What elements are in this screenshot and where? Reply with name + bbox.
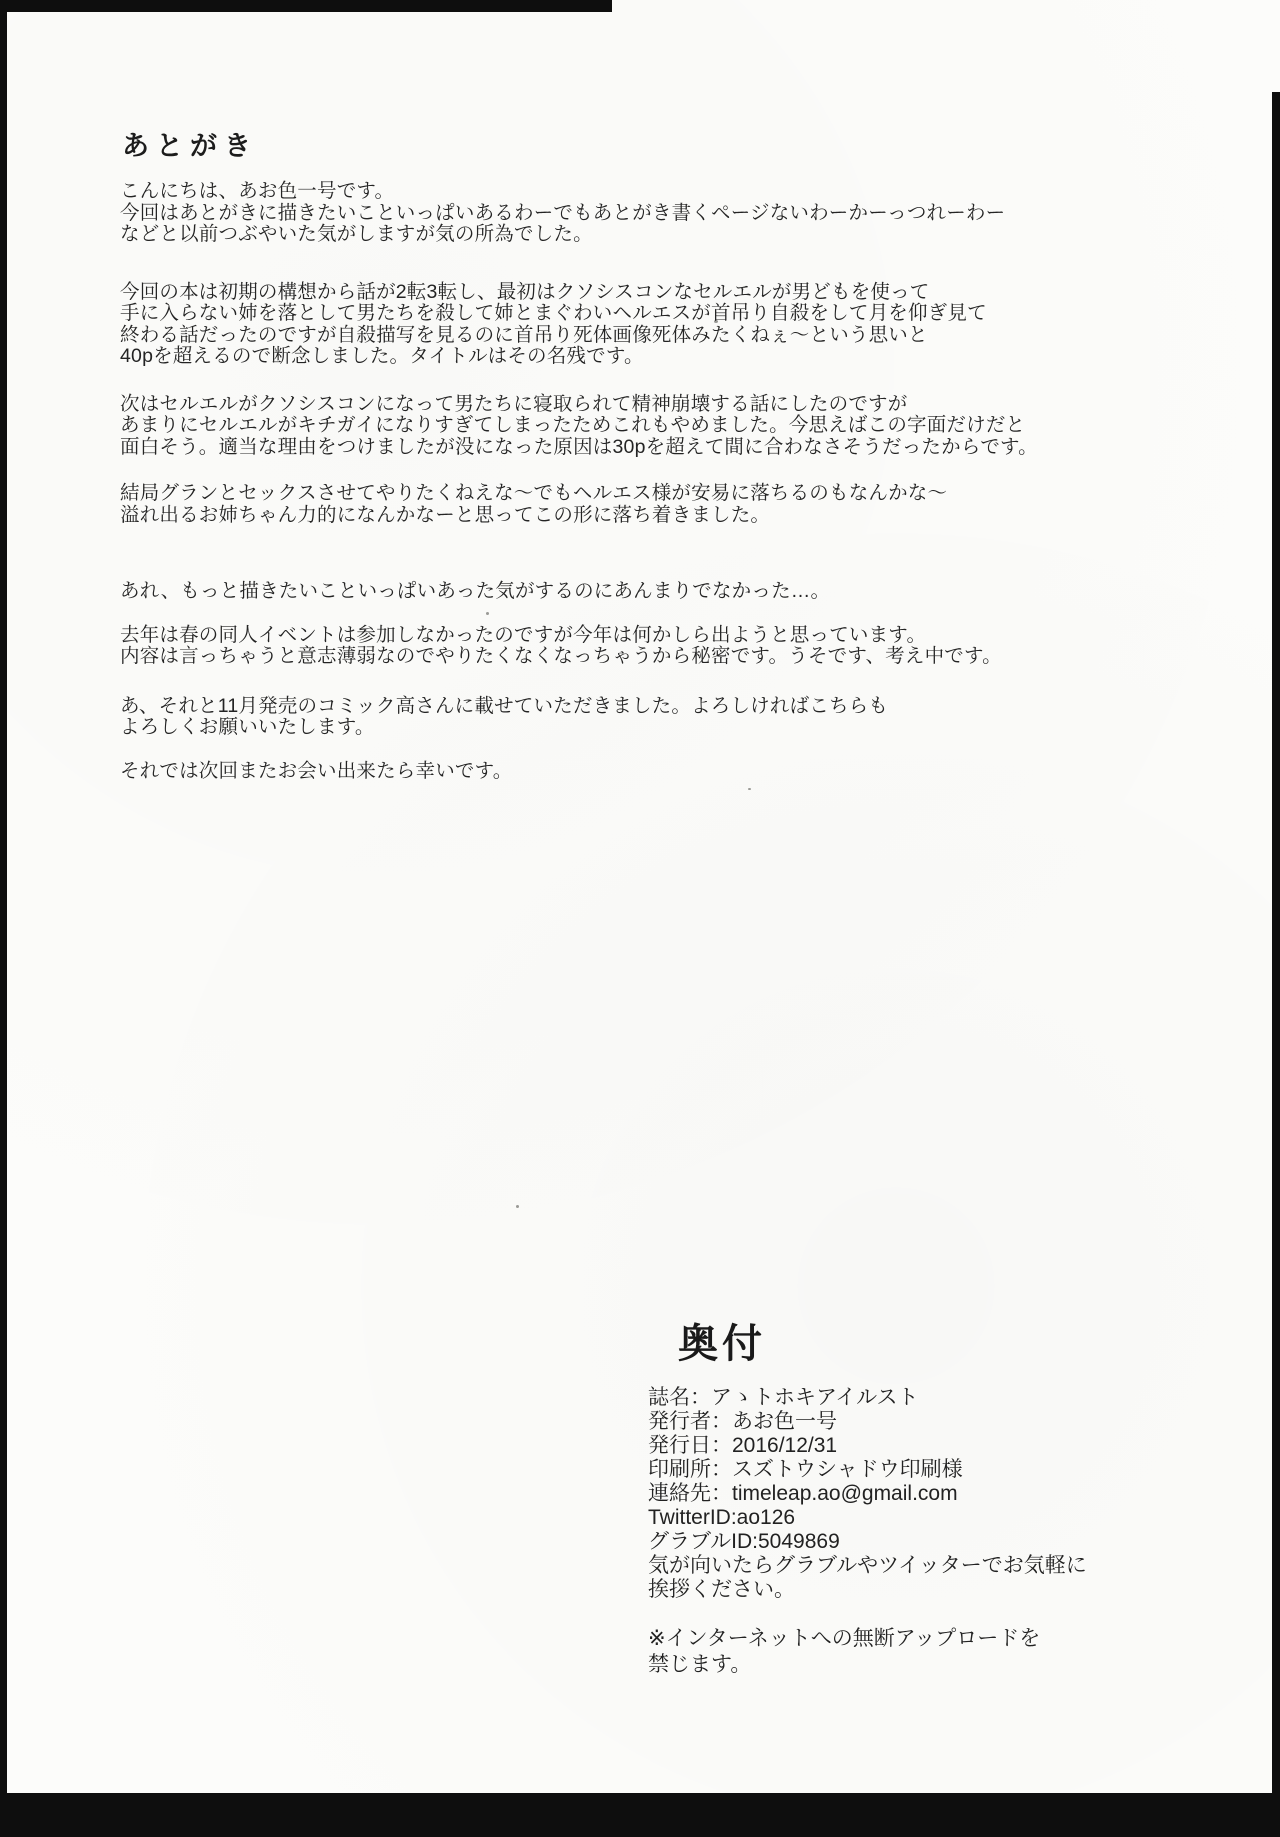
colophon-entry-twitter-id: TwitterID:ao126 xyxy=(648,1506,796,1529)
afterword-title: あとがき xyxy=(122,131,258,161)
afterword-line: 溢れ出るお姉ちゃん力的になんかなーと思ってこの形に落ち着きました。 xyxy=(120,503,771,526)
colophon-entry-date: 発行日：2016/12/31 xyxy=(648,1434,838,1457)
afterword-line: 結局グランとセックスさせてやりたくねえな〜でもヘルエス様が安易に落ちるのもなんかな〜 xyxy=(120,482,948,504)
scan-edge-top xyxy=(0,0,612,12)
colophon-entry-publisher: 発行者：あお色一号 xyxy=(648,1410,837,1433)
afterword-line: あまりにセルエルがキチガイになりすぎてしまったためこれもやめました。今思えばこの字面だけだと xyxy=(120,414,1026,436)
scan-edge-right xyxy=(1272,92,1280,1837)
afterword-paragraph xyxy=(120,581,1170,603)
colophon-entries xyxy=(648,1386,1087,1602)
colophon-entry-granblue-id: グラブルID:5049869 xyxy=(648,1530,840,1553)
afterword-line: こんにちは、あお色一号です。 xyxy=(120,180,395,202)
afterword-body xyxy=(120,181,1170,782)
afterword-line: などと以前つぶやいた気がしますが気の所為でした。 xyxy=(120,223,593,245)
notice-line: ※インターネットへの無断アップロードを xyxy=(648,1627,1041,1650)
afterword-line: 40pを超えるので断念しました。タイトルはその名残です。 xyxy=(120,345,644,367)
afterword-line: 面白そう。適当な理由をつけましたが没になった原因は30pを超えて間に合わなさそうだったからです。 xyxy=(120,435,1038,458)
afterword-paragraph xyxy=(120,394,1170,459)
afterword-paragraph xyxy=(120,625,1170,668)
colophon-entry-title: 誌名：アゝトホキアイルスト xyxy=(648,1386,919,1409)
afterword-paragraph xyxy=(120,696,1170,739)
afterword-line: 去年は春の同人イベントは参加しなかったのですが今年は何かしら出ようと思っています。 xyxy=(120,623,927,646)
afterword-line: それでは次回またお会い出来たら幸いです。 xyxy=(120,759,513,782)
afterword-line: よろしくお願いいたします。 xyxy=(120,716,375,738)
afterword-line: 手に入らない姉を落として男たちを殺して姉とまぐわいヘルエスが首吊り自殺をして月を仰ぎ見て xyxy=(120,302,987,324)
scan-edge-left xyxy=(0,0,7,1837)
afterword-line: あれ、もっと描きたいこといっぱいあった気がするのにあんまりでなかった…。 xyxy=(120,580,831,602)
notice-line: 禁じます。 xyxy=(648,1653,752,1676)
scan-speck xyxy=(516,1205,519,1208)
colophon-entry-greeting: 気が向いたらグラブルやツイッターでお気軽に xyxy=(648,1554,1087,1577)
colophon-title: 奥付 xyxy=(678,1322,766,1366)
afterword-line: あ、それと11月発売のコミック高さんに載せていただきました。よろしければこちらも xyxy=(120,694,889,717)
afterword-line: 次はセルエルがクソシスコンになって男たちに寝取られて精神崩壊する話にしたのですが xyxy=(120,392,908,415)
scan-speck xyxy=(748,788,751,790)
scan-edge-bottom xyxy=(0,1793,1280,1837)
upload-prohibition-notice xyxy=(648,1626,1040,1678)
afterword-line: 今回の本は初期の構想から話が2転3転し、最初はクソシスコンなセルエルが男どもを使って xyxy=(120,280,930,303)
afterword-line: 内容は言っちゃうと意志薄弱なのでやりたくなくなっちゃうから秘密です。うそです、考え中です。 xyxy=(120,645,1002,667)
afterword-paragraph xyxy=(120,282,1170,368)
colophon-entry-greeting-2: 挨拶ください。 xyxy=(648,1578,795,1601)
colophon-entry-printer: 印刷所：スズトウシャドウ印刷様 xyxy=(648,1458,963,1481)
afterword-line: 終わる話だったのですが自殺描写を見るのに首吊り死体画像死体みたくねぇ〜という思いと xyxy=(120,323,928,346)
afterword-paragraph xyxy=(120,483,1170,526)
afterword-paragraph xyxy=(120,761,1170,783)
afterword-line: 今回はあとがきに描きたいこといっぱいあるわーでもあとがき書くページないわーかーっつれーわー xyxy=(120,201,1006,224)
afterword-paragraph xyxy=(120,181,1170,246)
colophon-entry-contact-email: 連絡先：timeleap.ao@gmail.com xyxy=(648,1482,958,1505)
